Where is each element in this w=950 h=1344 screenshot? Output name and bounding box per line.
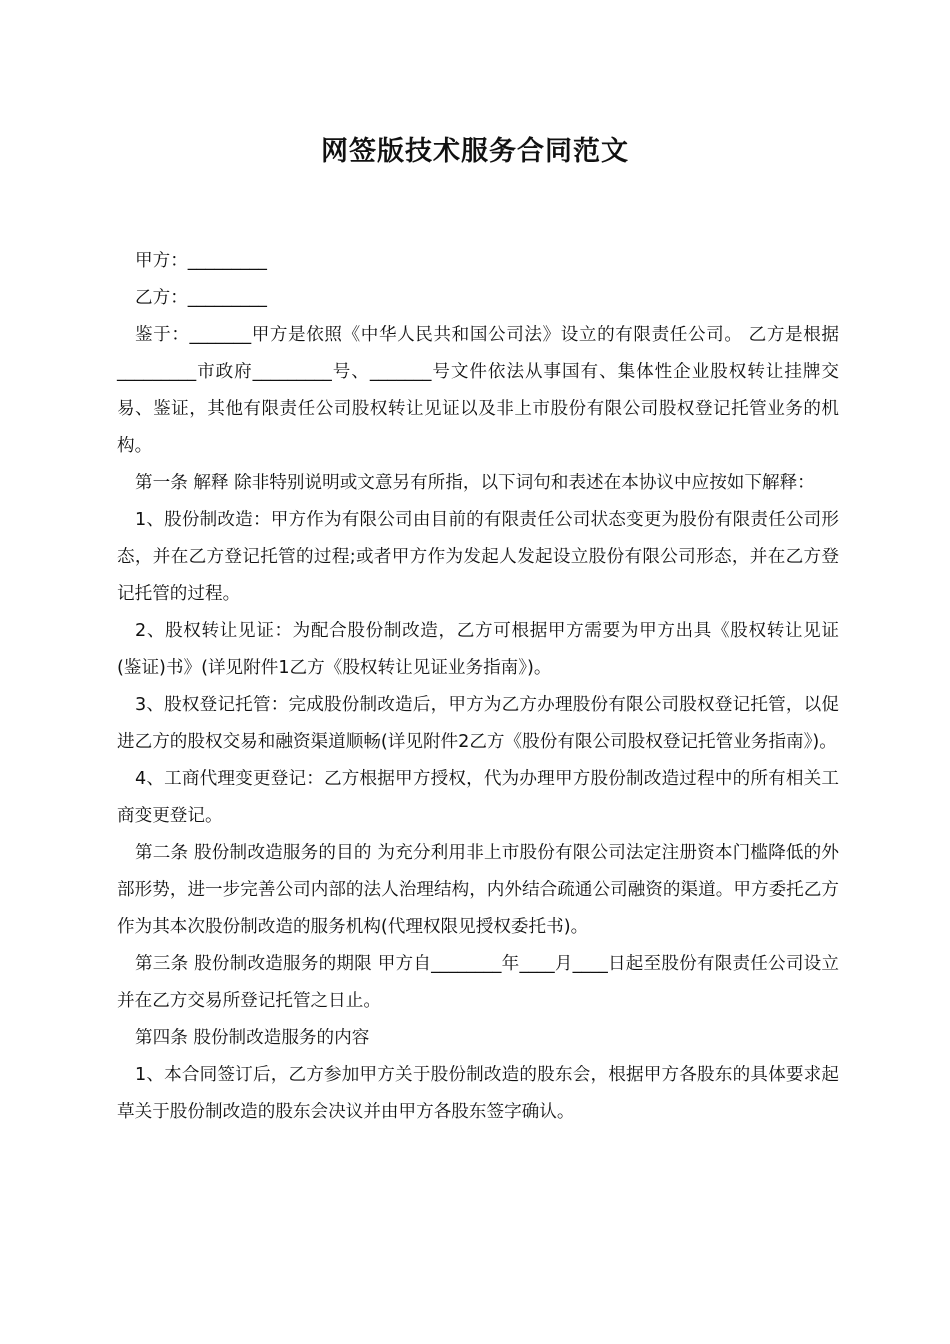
article-4-item-1-paragraph: 1、本合同签订后，乙方参加甲方关于股份制改造的股东会，根据甲方各股东的具体要求起草关于股份制改造的股东会决议并由甲方各股东签字确认。 bbox=[117, 1065, 839, 1122]
whereas-paragraph: 鉴于：_______甲方是依照《中华人民共和国公司法》设立的有限责任公司。 乙方是根据_________市政府_________号、_______号文件依法从事国有、集体性企业股权转让挂牌交易、鉴证，其他有限责任公司股权转让见证以及非上市股份有限公司股权登记托管业务的机构。 bbox=[117, 325, 839, 456]
article-1-paragraph: 第一条 解释 除非特别说明或文意另有所指，以下词句和表述在本协议中应按如下解释： bbox=[135, 473, 815, 493]
party-b-line: 乙方：_________ bbox=[135, 288, 267, 308]
party-a-line: 甲方：_________ bbox=[135, 251, 267, 271]
definition-4-paragraph: 4、工商代理变更登记：乙方根据甲方授权，代为办理甲方股份制改造过程中的所有相关工商变更登记。 bbox=[117, 769, 839, 826]
article-2-paragraph: 第二条 股份制改造服务的目的 为充分利用非上市股份有限公司法定注册资本门槛降低的外部形势，进一步完善公司内部的法人治理结构，内外结合疏通公司融资的渠道。甲方委托乙方作为其本次股份制改造的服务机构(代理权限见授权委托书)。 bbox=[117, 843, 839, 937]
document-body bbox=[117, 243, 839, 1131]
article-4-heading: 第四条 股份制改造服务的内容 bbox=[135, 1028, 370, 1048]
definition-2-paragraph: 2、股权转让见证：为配合股份制改造，乙方可根据甲方需要为甲方出具《股权转让见证(鉴证)书》(详见附件1乙方《股权转让见证业务指南》)。 bbox=[117, 621, 839, 678]
article-3-paragraph: 第三条 股份制改造服务的期限 甲方自________年____月____日起至股份有限责任公司设立并在乙方交易所登记托管之日止。 bbox=[117, 954, 839, 1011]
page-title: 网签版技术服务合同范文 bbox=[321, 136, 629, 167]
definition-1-paragraph: 1、股份制改造：甲方作为有限公司由目前的有限责任公司状态变更为股份有限责任公司形态，并在乙方登记托管的过程;或者甲方作为发起人发起设立股份有限公司形态，并在乙方登记托管的过程。 bbox=[117, 510, 839, 604]
definition-3-paragraph: 3、股权登记托管：完成股份制改造后，甲方为乙方办理股份有限公司股权登记托管，以促进乙方的股权交易和融资渠道顺畅(详见附件2乙方《股份有限公司股权登记托管业务指南》)。 bbox=[117, 695, 839, 752]
